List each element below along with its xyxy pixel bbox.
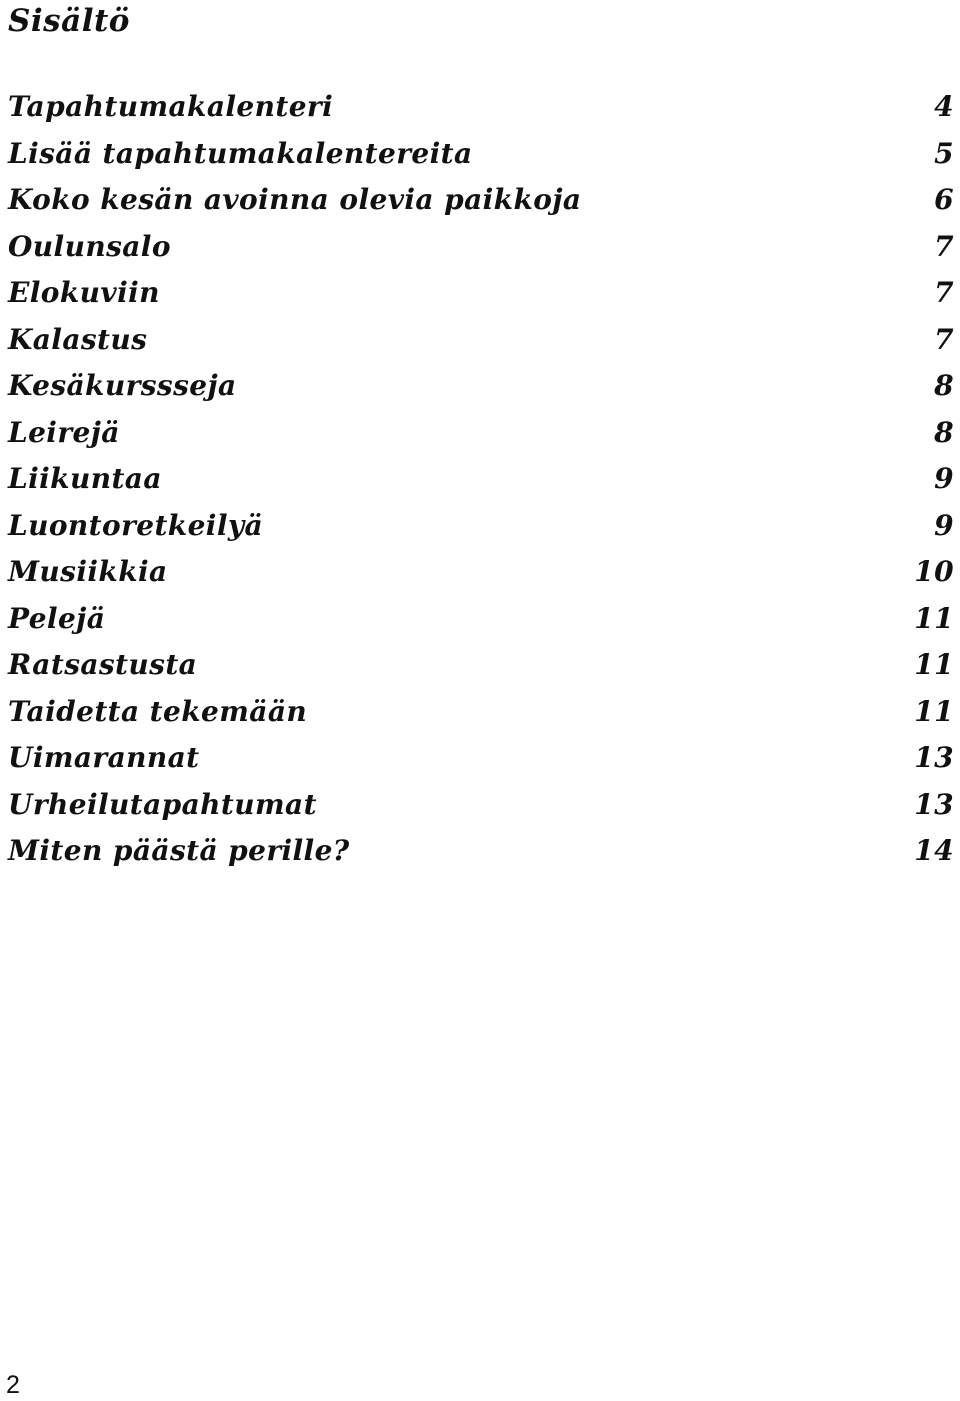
- toc-entry: [8, 642, 954, 689]
- toc-entry-label: Kalastus: [8, 322, 148, 356]
- toc-entry: [8, 503, 954, 550]
- toc-entry-label: Pelejä: [8, 601, 106, 635]
- toc-entry: [8, 224, 954, 271]
- toc-entry-label: Elokuviin: [8, 276, 160, 309]
- toc-entry: [8, 735, 954, 782]
- toc-entry: [8, 549, 954, 596]
- toc-entry: [8, 689, 954, 736]
- toc-entry-page: 11: [914, 694, 954, 728]
- toc-entry-label: Liikuntaa: [8, 462, 162, 495]
- toc-entry: [8, 317, 954, 364]
- toc-entry-page: 14: [914, 834, 954, 867]
- toc-entry-label: Musiikkia: [8, 555, 168, 588]
- toc-entry-label: Ratsastusta: [8, 648, 198, 681]
- toc-entry: [8, 410, 954, 457]
- toc-entry-page: 7: [934, 322, 954, 356]
- toc-entry-label: Koko kesän avoinna olevia paikkoja: [8, 183, 582, 216]
- page-title: Sisältö: [8, 3, 130, 39]
- toc-entry-label: Tapahtumakalenteri: [8, 90, 334, 123]
- toc-entry: [8, 363, 954, 410]
- toc-entry: [8, 782, 954, 829]
- toc-entry-label: Uimarannat: [8, 741, 200, 774]
- toc-entry-label: Kesäkurssseja: [8, 369, 237, 402]
- page-number: 2: [6, 1371, 20, 1399]
- toc-entry-page: 6: [934, 183, 954, 216]
- toc-entry: [8, 177, 954, 224]
- toc-entry-page: 13: [914, 741, 954, 774]
- toc-entry-label: Leirejä: [8, 415, 120, 449]
- toc-entry-page: 9: [934, 508, 954, 542]
- toc-entry-page: 11: [914, 601, 954, 635]
- toc-entry-page: 8: [934, 369, 954, 402]
- toc-entry-page: 4: [934, 90, 954, 123]
- toc-entry: [8, 828, 954, 875]
- toc-entry-page: 8: [934, 415, 954, 449]
- toc-entry: [8, 596, 954, 643]
- toc-entry-page: 5: [934, 136, 954, 170]
- toc-entry-page: 13: [914, 787, 954, 821]
- toc-entry-label: Miten päästä perille?: [8, 834, 350, 867]
- toc-entry-page: 7: [934, 276, 954, 309]
- toc-entry: [8, 270, 954, 317]
- toc-entry-label: Luontoretkeilyä: [8, 508, 264, 542]
- toc-entry-label: Urheilutapahtumat: [8, 787, 317, 821]
- toc-entry-label: Taidetta tekemään: [8, 694, 308, 728]
- toc-entry-page: 11: [914, 648, 954, 681]
- toc-entry: [8, 456, 954, 503]
- toc-entry-page: 7: [934, 229, 954, 263]
- toc-entry-page: 9: [934, 462, 954, 495]
- toc-entry-page: 10: [914, 555, 954, 588]
- toc-entry: [8, 131, 954, 178]
- table-of-contents: [8, 84, 954, 875]
- toc-entry-label: Lisää tapahtumakalentereita: [8, 136, 473, 170]
- toc-entry-label: Oulunsalo: [8, 229, 171, 263]
- toc-entry: [8, 84, 954, 131]
